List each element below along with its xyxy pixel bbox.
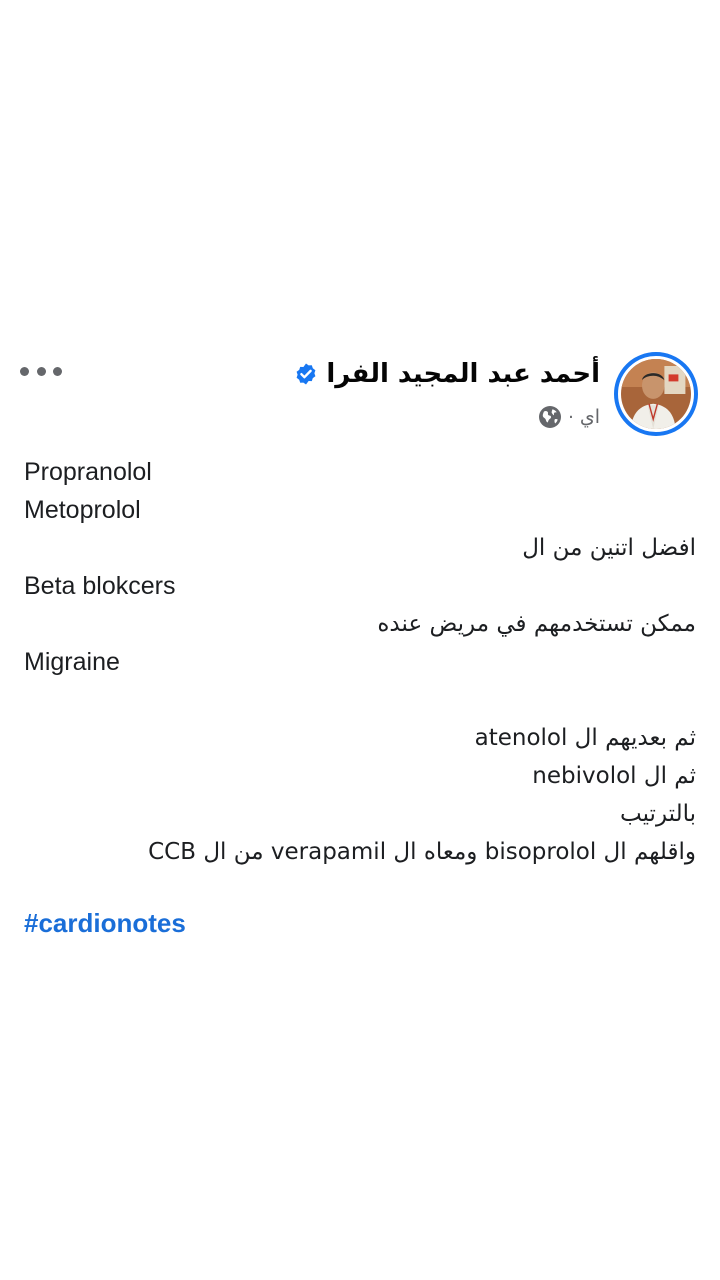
post-line: افضل اتنين من ال — [522, 535, 696, 561]
more-dot — [37, 367, 46, 376]
avatar-photo — [621, 359, 691, 429]
post-line: ممكن تستخدمهم في مريض عنده — [377, 611, 696, 637]
post-meta — [538, 402, 600, 432]
more-dot — [53, 367, 62, 376]
more-dot — [20, 367, 29, 376]
meta-separator: · — [568, 406, 574, 428]
post-line: واقلهم ال bisoprolol ومعاه ال verapamil من ال CCB — [148, 839, 696, 865]
post-line: Migraine — [24, 648, 120, 676]
post-line: Metoprolol — [24, 496, 141, 524]
author-avatar[interactable] — [614, 352, 698, 436]
post-line: بالترتيب — [620, 801, 696, 827]
hashtag-link[interactable]: #cardionotes — [24, 908, 186, 938]
post-line: Beta blokcers — [24, 572, 176, 600]
post-blank-line — [24, 682, 696, 720]
more-options-icon[interactable] — [20, 362, 62, 380]
post-timestamp[interactable]: اي — [579, 406, 600, 428]
post-header — [294, 352, 600, 396]
author-name[interactable]: أحمد عبد المجيد الفرا — [326, 359, 600, 389]
globe-icon[interactable] — [538, 405, 562, 429]
post-line: ثم ال nebivolol — [532, 763, 696, 789]
post-body — [24, 454, 696, 939]
verified-badge-icon — [294, 362, 318, 386]
post-line: Propranolol — [24, 458, 152, 486]
post-line: ثم بعديهم ال atenolol — [474, 725, 696, 751]
